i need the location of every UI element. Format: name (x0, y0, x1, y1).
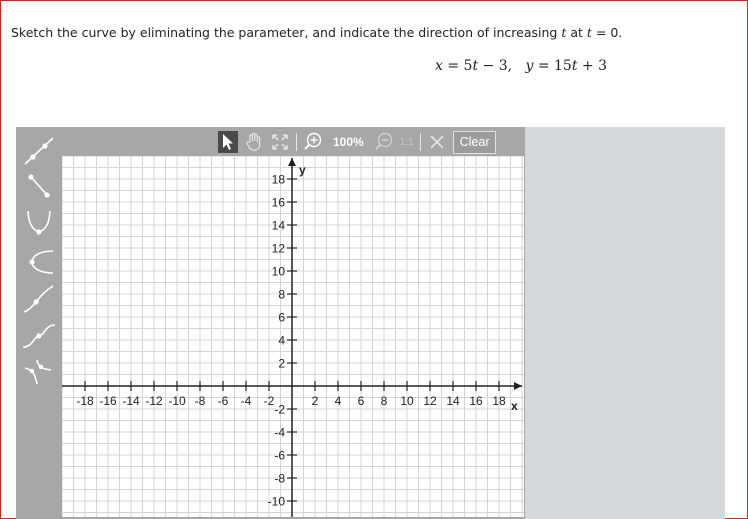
toolbar-divider (296, 133, 297, 151)
prompt-text: Sketch the curve by eliminating the parameter, and indicate the direction of increasing (11, 25, 562, 40)
x-tick-label: 2 (311, 394, 319, 408)
hyperbola-tool[interactable] (17, 354, 61, 391)
clear-button[interactable]: Clear (453, 131, 497, 154)
eq-y-const: + 3 (577, 58, 608, 74)
eq-y-var: y (525, 58, 534, 74)
zoom-level: 100% (333, 135, 364, 149)
x-tick-label: 4 (334, 394, 342, 408)
y-tick-label: 10 (271, 264, 285, 279)
y-tick-label: 16 (271, 195, 285, 210)
eq-x-coef: = 5 (442, 58, 473, 74)
x-tick-label: 14 (446, 394, 460, 408)
parametric-equations (435, 58, 607, 74)
scurve-tool-icon (21, 319, 57, 353)
eq-x-const: − 3, (478, 58, 513, 74)
line-tool[interactable] (17, 132, 61, 169)
coordinate-graph[interactable] (62, 156, 524, 517)
eq-x-param: t (472, 58, 479, 74)
ray-tool-icon (21, 171, 57, 205)
y-tick-label: 4 (278, 333, 285, 348)
pointer-icon[interactable] (218, 131, 238, 153)
x-tick-label: 10 (400, 394, 414, 408)
x-tick-label: -16 (99, 394, 117, 408)
aspect-ratio-button[interactable]: 1:1 (399, 136, 414, 148)
x-tick-label: 18 (492, 394, 506, 408)
x-tick-label: 16 (469, 394, 483, 408)
x-tick-label: 8 (380, 394, 388, 408)
x-tick-label: -10 (168, 394, 186, 408)
question-prompt (11, 25, 622, 40)
parabola-horizontal-icon (21, 245, 57, 279)
zoom-in-icon[interactable] (303, 131, 323, 153)
y-tick-label: 8 (278, 287, 285, 302)
prompt-text-end: = 0. (591, 25, 623, 40)
eq-y-coef: = 15 (533, 58, 572, 74)
delete-icon[interactable] (427, 131, 447, 153)
side-panel (525, 127, 725, 519)
eq-y-param: t (571, 58, 578, 74)
graph-toolbar (218, 130, 496, 154)
x-tick-label: -4 (240, 394, 252, 408)
x-axis-label: x (511, 399, 518, 413)
scurve-tool[interactable] (17, 317, 61, 354)
prompt-param: t (561, 25, 567, 40)
x-tick-label: -18 (76, 394, 94, 408)
parabola-vertical-tool[interactable] (17, 206, 61, 243)
y-tick-label: 6 (278, 310, 285, 325)
hyperbola-tool-icon (21, 356, 57, 390)
zoom-out-icon[interactable] (374, 131, 394, 153)
fit-icon[interactable] (270, 131, 290, 153)
y-tick-label: 12 (271, 241, 285, 256)
y-axis-label: y (299, 163, 306, 177)
cubic-tool[interactable] (17, 280, 61, 317)
y-tick-label: -10 (267, 494, 285, 509)
hand-pan-icon[interactable] (244, 131, 264, 153)
x-tick-label: -14 (122, 394, 140, 408)
line-tool-icon (21, 134, 57, 168)
y-tick-label: 2 (278, 356, 285, 371)
graph-canvas[interactable] (62, 156, 524, 517)
eq-x-var: x (435, 58, 443, 74)
y-tick-label: 18 (271, 172, 285, 187)
x-tick-label: -2 (263, 394, 275, 408)
y-tick-label: -2 (274, 402, 285, 417)
prompt-param-2: t (586, 25, 592, 40)
toolbar-divider-2 (420, 133, 421, 151)
x-tick-label: -8 (194, 394, 206, 408)
grid-lines (62, 156, 524, 517)
ray-tool[interactable] (17, 169, 61, 206)
x-axis-arrow (514, 382, 522, 390)
y-tick-label: -8 (274, 471, 285, 486)
drawing-tools (17, 132, 61, 391)
parabola-vertical-icon (21, 208, 57, 242)
cubic-tool-icon (21, 282, 57, 316)
y-tick-label: -4 (274, 425, 285, 440)
y-tick-label: 14 (271, 218, 285, 233)
parabola-horizontal-tool[interactable] (17, 243, 61, 280)
x-tick-label: 12 (423, 394, 437, 408)
prompt-text-middle: at (566, 25, 587, 40)
y-axis-arrow (288, 158, 296, 166)
x-tick-label: -6 (217, 394, 229, 408)
y-tick-label: -6 (274, 448, 285, 463)
x-tick-label: -12 (145, 394, 163, 408)
x-tick-label: 6 (357, 394, 365, 408)
